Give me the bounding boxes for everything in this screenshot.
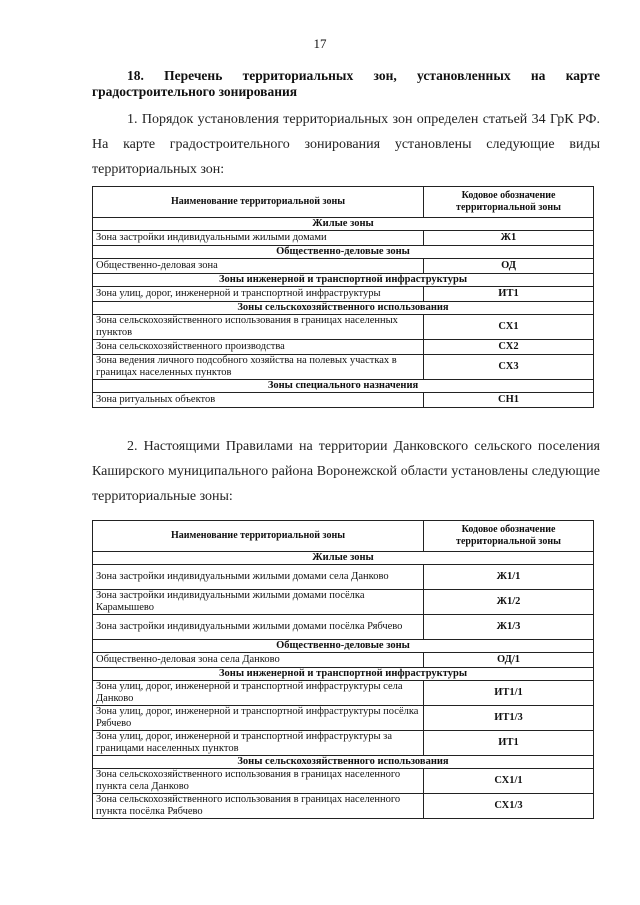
table-row <box>93 315 594 340</box>
zone-name: Зона улиц, дорог, инженерной и транспортной инфраструктуры посёлка Рябчево <box>93 706 424 731</box>
table-section-row: Зоны инженерной и транспортной инфраструктуры <box>93 274 594 287</box>
zone-code: ОД <box>424 259 594 274</box>
table-section-row: Общественно-деловые зоны <box>93 246 594 259</box>
header-code: Кодовое обозначение территориальной зоны <box>424 521 594 552</box>
table-row <box>93 706 594 731</box>
table-row <box>93 681 594 706</box>
section-heading: 18. Перечень территориальных зон, установленных на карте градостроительного зонирования <box>92 68 600 99</box>
table-row <box>93 590 594 615</box>
zone-name: Зона застройки индивидуальными жилыми домами посёлка Карамышево <box>93 590 424 615</box>
zone-name: Зона улиц, дорог, инженерной и транспортной инфраструктуры <box>93 287 424 302</box>
zone-name: Зона застройки индивидуальными жилыми домами села Данково <box>93 565 424 590</box>
zone-code: ИТ1/3 <box>424 706 594 731</box>
table-section-row: Зоны сельскохозяйственного использования <box>93 302 594 315</box>
zones-table-settlement <box>92 520 594 819</box>
table-row <box>93 231 594 246</box>
header-code: Кодовое обозначение территориальной зоны <box>424 187 594 218</box>
table-row <box>93 355 594 380</box>
paragraph-1: 1. Порядок установления территориальных зон определен статьей 34 ГрК РФ. На карте градостроительного зонирования установлены следующие виды территориальных зон: <box>92 112 600 177</box>
table-section-row: Жилые зоны <box>93 552 594 565</box>
zone-name: Зона застройки индивидуальными жилыми домами посёлка Рябчево <box>93 615 424 640</box>
zone-code: СХ1 <box>424 315 594 340</box>
zone-code: СХ3 <box>424 355 594 380</box>
zone-code: Ж1/1 <box>424 565 594 590</box>
table-row <box>93 794 594 819</box>
zone-name: Зона сельскохозяйственного использования в границах населенного пункта посёлка Рябчево <box>93 794 424 819</box>
zone-code: ИТ1/1 <box>424 681 594 706</box>
zone-name: Зона ведения личного подсобного хозяйства на полевых участках в границах населенных пунктов <box>93 355 424 380</box>
zones-table-general <box>92 186 594 408</box>
zone-name: Зона ритуальных объектов <box>93 393 424 408</box>
zone-name: Зона сельскохозяйственного производства <box>93 340 424 355</box>
table-row <box>93 393 594 408</box>
zone-code: ИТ1 <box>424 731 594 756</box>
table-section-row: Зоны инженерной и транспортной инфраструктуры <box>93 668 594 681</box>
zone-code: СХ1/1 <box>424 769 594 794</box>
table-section-row: Жилые зоны <box>93 218 594 231</box>
zone-code: Ж1/3 <box>424 615 594 640</box>
zone-code: СХ1/3 <box>424 794 594 819</box>
table-row <box>93 340 594 355</box>
zone-name: Общественно-деловая зона села Данково <box>93 653 424 668</box>
zone-code: СХ2 <box>424 340 594 355</box>
zone-code: ОД/1 <box>424 653 594 668</box>
table-header-row <box>93 187 594 218</box>
table-row <box>93 287 594 302</box>
table-section-row: Общественно-деловые зоны <box>93 640 594 653</box>
zone-code: ИТ1 <box>424 287 594 302</box>
zone-name: Зона сельскохозяйственного использования в границах населенного пункта села Данково <box>93 769 424 794</box>
zone-name: Зона сельскохозяйственного использования в границах населенных пунктов <box>93 315 424 340</box>
table-row <box>93 769 594 794</box>
table-section-row: Зоны сельскохозяйственного использования <box>93 756 594 769</box>
page-number: 17 <box>313 36 327 51</box>
paragraph-2: 2. Настоящими Правилами на территории Данковского сельского поселения Каширского муниципального района Воронежской области установлены следующие территориальные зоны: <box>92 439 600 504</box>
zone-name: Зона улиц, дорог, инженерной и транспортной инфраструктуры села Данково <box>93 681 424 706</box>
table-section-row: Зоны специального назначения <box>93 380 594 393</box>
header-name: Наименование территориальной зоны <box>93 521 424 552</box>
zone-name: Общественно-деловая зона <box>93 259 424 274</box>
header-name: Наименование территориальной зоны <box>93 187 424 218</box>
zone-name: Зона застройки индивидуальными жилыми домами <box>93 231 424 246</box>
zone-name: Зона улиц, дорог, инженерной и транспортной инфраструктуры за границами населенных пунктов <box>93 731 424 756</box>
table-header-row <box>93 521 594 552</box>
zone-code: Ж1 <box>424 231 594 246</box>
zone-code: СН1 <box>424 393 594 408</box>
table-row <box>93 615 594 640</box>
zone-code: Ж1/2 <box>424 590 594 615</box>
table-row <box>93 653 594 668</box>
table-row <box>93 259 594 274</box>
table-row <box>93 565 594 590</box>
table-row <box>93 731 594 756</box>
